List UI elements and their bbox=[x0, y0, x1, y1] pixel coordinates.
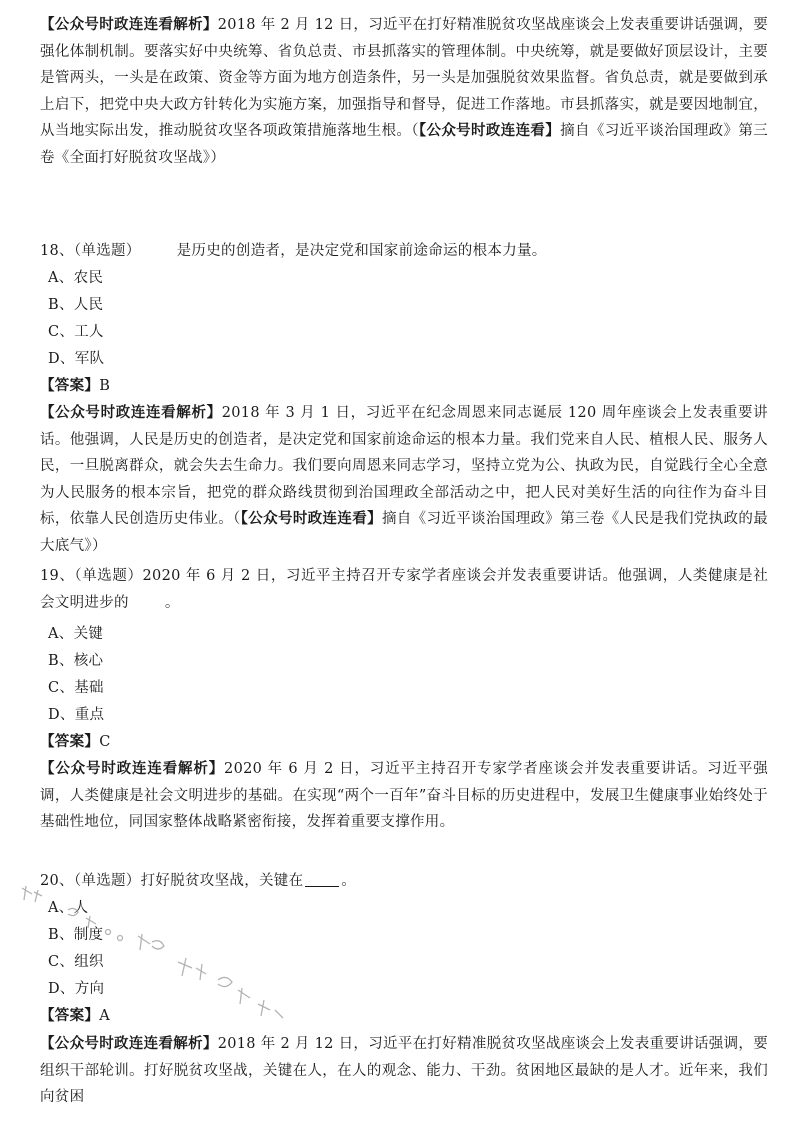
question-20-option-d: D、方向 bbox=[48, 981, 105, 997]
analysis-tail: 摘自《习近平谈治国理政》第三卷《全面打好脱贫攻坚战》） bbox=[40, 123, 768, 166]
answer-blank bbox=[305, 872, 339, 887]
question-18-option-c: C、工人 bbox=[48, 324, 104, 340]
question-19-option-c: C、基础 bbox=[48, 680, 104, 696]
question-19-option-a: A、关键 bbox=[48, 626, 104, 642]
question-18-option-b: B、人民 bbox=[48, 297, 104, 313]
question-19-option-d: D、重点 bbox=[48, 707, 105, 723]
question-18-stem: 18、（单选题） 是历史的创造者，是决定党和国家前途命运的根本力量。 bbox=[40, 243, 547, 259]
analysis-text: 2018 年 2 月 12 日，习近平在打好精准脱贫攻坚战座谈会上发表重要讲话强调，要强化体制机制。要落实好中央统筹、省负总责、市县抓落实的管理体制。中央统筹，就是要做好顶层设计，主要是管两头，一头是在政策、资金等方面为地方创造条件，另一头是加强脱贫效果监督。省负总责，就是要做到承上启下，把党中央大政方针转化为实施方案，加强指导和督导，促进工作落地。市县抓落实，就是要因地制宜，从当地实际出发，推动脱贫攻坚各项政策措施落地生根。（ bbox=[40, 17, 768, 140]
question-20-stem: 20、（单选题）打好脱贫攻坚战，关键在 。 bbox=[40, 873, 357, 889]
question-20-answer: 【答案】A bbox=[40, 1007, 110, 1024]
analysis-lead: 【公众号时政连连看解析】 bbox=[40, 16, 218, 33]
question-20-analysis: 【公众号时政连连看解析】2018 年 2 月 12 日，习近平在打好精准脱贫攻坚战座谈会上发表重要讲话强调，要组织干部轮训。打好脱贫攻坚战，关键在人，在人的观念、能力、干劲。贫困地区最缺的是人才。近年来，我们向贫困 bbox=[40, 1035, 768, 1106]
question-18-analysis: 【公众号时政连连看解析】2018 年 3 月 1 日，习近平在纪念周恩来同志诞辰 120 周年座谈会上发表重要讲话。他强调，人民是历史的创造者，是决定党和国家前途命运的根本力量。我们党来自人民、植根人民、服务人民，一旦脱离群众，就会失去生命力。我们要向周恩来同志学习，坚持立党为公、执政为民，自觉践行全心全意为人民服务的根本宗旨，把党的群众路线贯彻到治国理政全部活动之中，把人民对美好生活的向往作为奋斗目标，依靠人民创造历史伟业。（【公众号时政连连看】摘自《习近平谈治国理政》第三卷《人民是我们党执政的最大底气》） bbox=[40, 404, 769, 554]
question-18-option-a: A、农民 bbox=[48, 270, 104, 286]
question-19-analysis: 【公众号时政连连看解析】2020 年 6 月 2 日，习近平主持召开专家学者座谈会并发表重要讲话。习近平强调，人类健康是社会文明进步的基础。在实现“两个一百年”奋斗目标的历史进程中，发展卫生健康事业始终处于基础性地位，同国家整体战略紧密衔接，发挥着重要支撑作用。 bbox=[40, 760, 768, 831]
analysis-tail-lead: 【公众号时政连连看】 bbox=[418, 122, 561, 140]
question-19-option-b: B、核心 bbox=[48, 653, 104, 669]
question-20-option-a: A、人 bbox=[48, 900, 89, 916]
question-19-answer: 【答案】C bbox=[40, 733, 111, 750]
intro-analysis-paragraph bbox=[40, 12, 768, 172]
question-18-answer: 【答案】B bbox=[40, 377, 111, 394]
question-20-option-c: C、组织 bbox=[48, 954, 104, 970]
question-20-option-b: B、制度 bbox=[48, 927, 104, 943]
question-18-option-d: D、军队 bbox=[48, 351, 105, 367]
question-19-stem: 19、（单选题）2020 年 6 月 2 日，习近平主持召开专家学者座谈会并发表重要讲话。他强调，人类健康是社会文明进步的 。 bbox=[40, 568, 768, 611]
